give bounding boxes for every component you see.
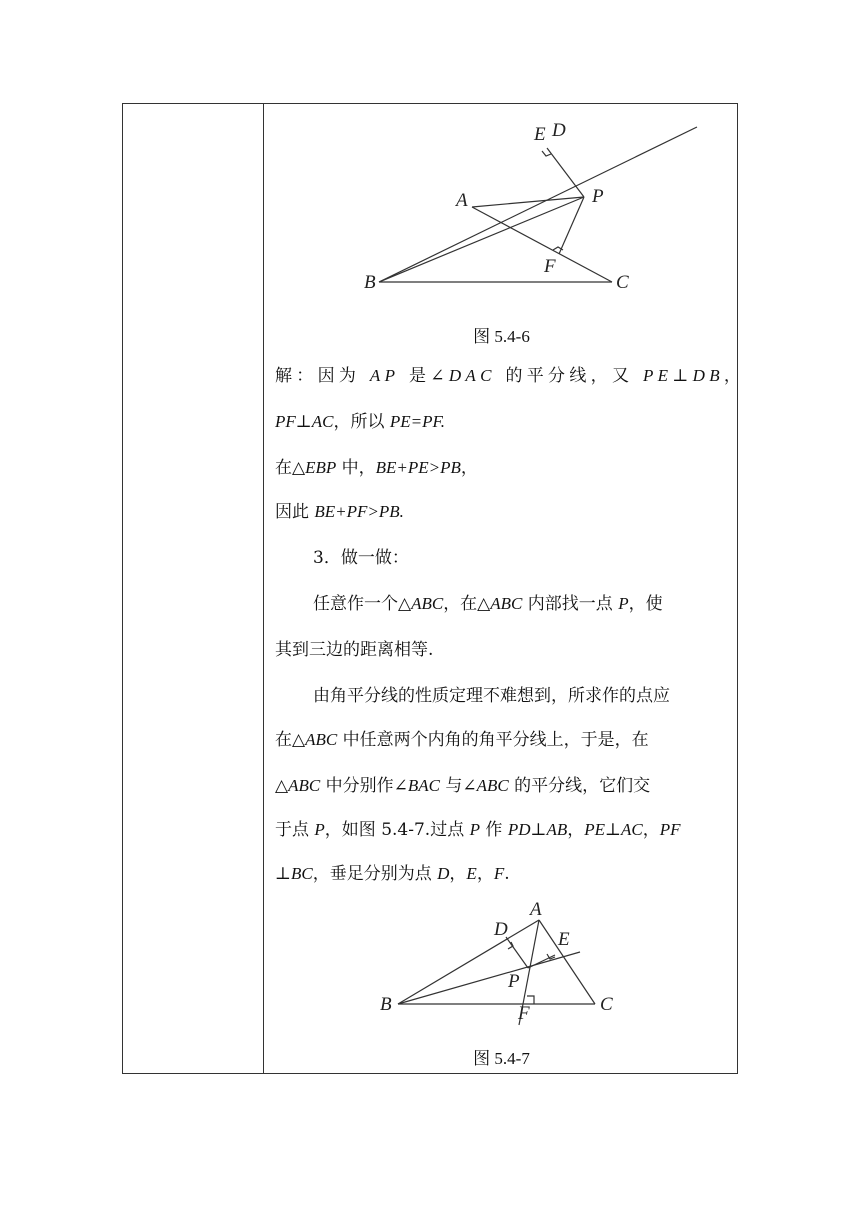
label-b: B [380,994,392,1015]
label-a: A [530,899,542,920]
label-e: E [558,929,570,950]
figure-5-4-7 [266,899,736,1039]
text-line-2: PF⊥AC，所以 PE=PF. [275,412,445,432]
label-e: E [534,124,546,145]
label-p: P [592,186,604,207]
text-line-8: 由角平分线的性质定理不难想到，所求作的点应 [313,686,670,706]
text-line-3: 在△EBP 中，BE+PE>PB， [275,458,478,478]
line-pe [547,148,584,197]
text-line-11: 于点 P，如图 5.4-7.过点 P 作 PD⊥AB，PE⊥AC，PF [275,820,681,840]
label-c: C [600,994,613,1015]
label-p: P [508,971,520,992]
label-f: F [544,256,556,277]
figure-5-4-6 [266,104,736,344]
text-line-10: △ABC 中分别作∠BAC 与∠ABC 的平分线，它们交 [275,776,651,796]
line-bd [379,127,697,282]
figure-5-4-6-drawing [266,104,736,344]
label-f: F [518,1003,530,1024]
line-ap [472,197,584,207]
text-line-12: ⊥BC，垂足分别为点 D，E，F. [275,864,510,884]
figure-caption-1: 图 5.4-6 [473,327,530,346]
text-line-7: 其到三边的距离相等. [275,640,434,660]
label-a: A [456,190,468,211]
label-b: B [364,272,376,293]
text-line-6: 任意作一个△ABC，在△ABC 内部找一点 P，使 [313,594,663,614]
content-table [122,103,746,1074]
text-line-1: 解：因为 AP 是∠DAC 的平分线，又 PE⊥DB， [275,366,746,386]
line-pd [506,937,528,968]
line-ac [472,207,612,282]
content-cell [266,104,746,1073]
label-c: C [616,272,629,293]
column-divider [263,104,264,1073]
label-d: D [494,919,508,940]
text-line-9: 在△ABC 中任意两个内角的角平分线上，于是，在 [275,730,649,750]
figure-caption-2: 图 5.4-7 [473,1049,530,1068]
label-d: D [552,120,566,141]
text-line-4: 因此 BE+PF>PB. [275,502,404,522]
line-bisector-b [398,952,580,1004]
text-line-5: 3．做一做： [313,548,409,568]
